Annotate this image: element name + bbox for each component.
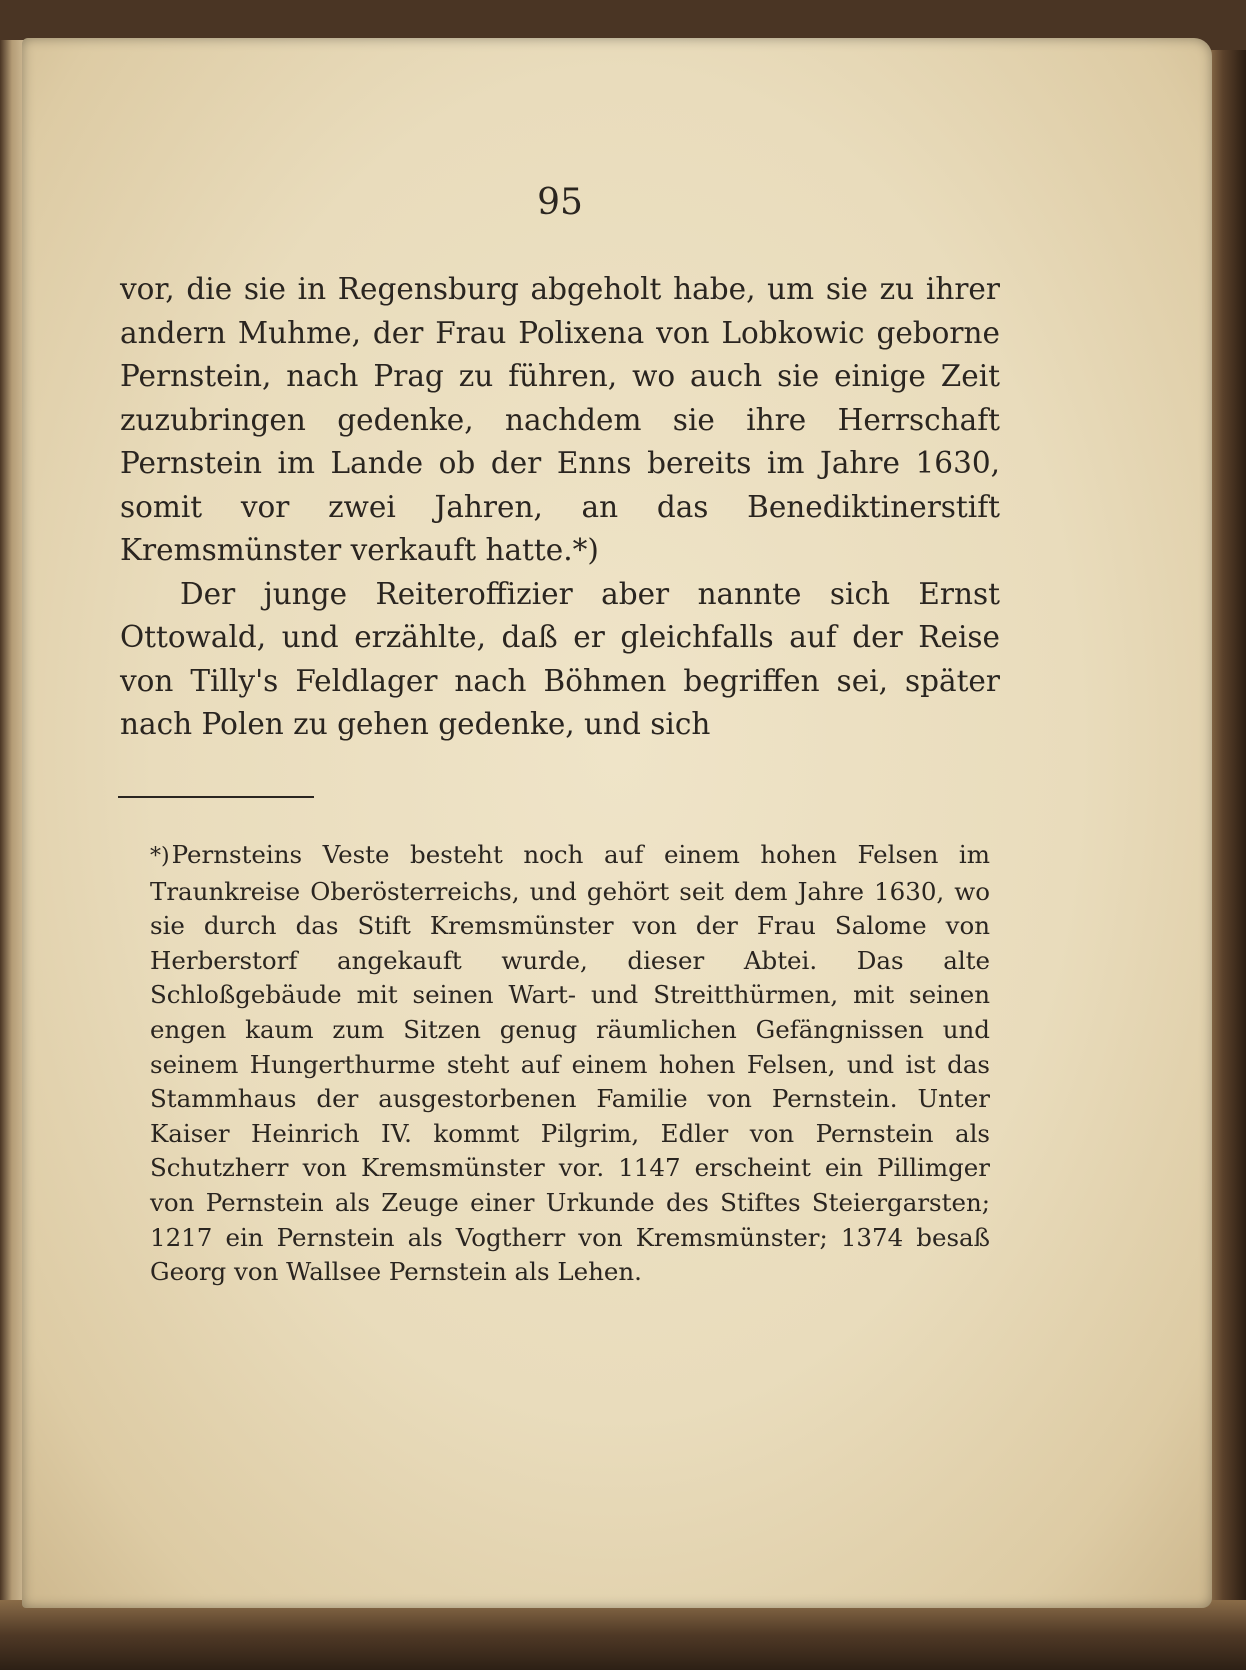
footnote-marker: *) <box>150 844 170 869</box>
book-cover-edge-bottom <box>0 1600 1246 1670</box>
paragraph-2: Der junge Reiteroffizier aber nannte sich Ernst Ottowald, und erzählte, daß er gleichfalls auf der Reise von Tilly's Feldlager nach Böhmen begriffen sei, später nach Polen zu gehen gedenke, und sich <box>120 576 1000 741</box>
main-text <box>120 268 1000 747</box>
footnote-separator-rule <box>118 796 314 798</box>
footnote <box>150 838 990 1290</box>
page-number: 95 <box>537 182 583 223</box>
footnote-text: Pernsteins Veste besteht noch auf einem hohen Felsen im Traunkreise Oberösterreichs, und gehört seit dem Jahre 1630, wo sie durch das Stift Kremsmünster von der Frau Salome von Herberstorf angekauft wurde, dieser Abtei. Das alte Schloßgebäude mit seinen Wart- und Streitthürmen, mit seinen engen kaum zum Sitzen genug räumlichen Gefängnissen und seinem Hungerthurme steht auf einem hohen Felsen, und ist das Stammhaus der ausgestorbenen Familie von Pernstein. Unter Kaiser Heinrich IV. kommt Pilgrim, Edler von Pernstein als Schutzherr von Kremsmünster vor. 1147 erscheint ein Pillimger von Pernstein als Zeuge einer Urkunde des Stiftes Steiergarsten; 1217 ein Pernstein als Vogtherr von Kremsmünster; 1374 besaß Georg von Wallsee Pernstein als Lehen. <box>150 840 990 1287</box>
book-cover-edge-right <box>1208 50 1246 1620</box>
paragraph-1: vor, die sie in Regensburg abgeholt habe, um sie zu ihrer andern Muhme, der Frau Polixena von Lobkowic geborne Pernstein, nach Prag zu führen, wo auch sie einige Zeit zuzubringen gedenke, nachdem sie ihre Herrschaft Pernstein im Lande ob der Enns bereits im Jahre 1630, somit vor zwei Jahren, an das Benediktinerstift Kremsmünster verkauft hatte.*) <box>120 272 1000 567</box>
